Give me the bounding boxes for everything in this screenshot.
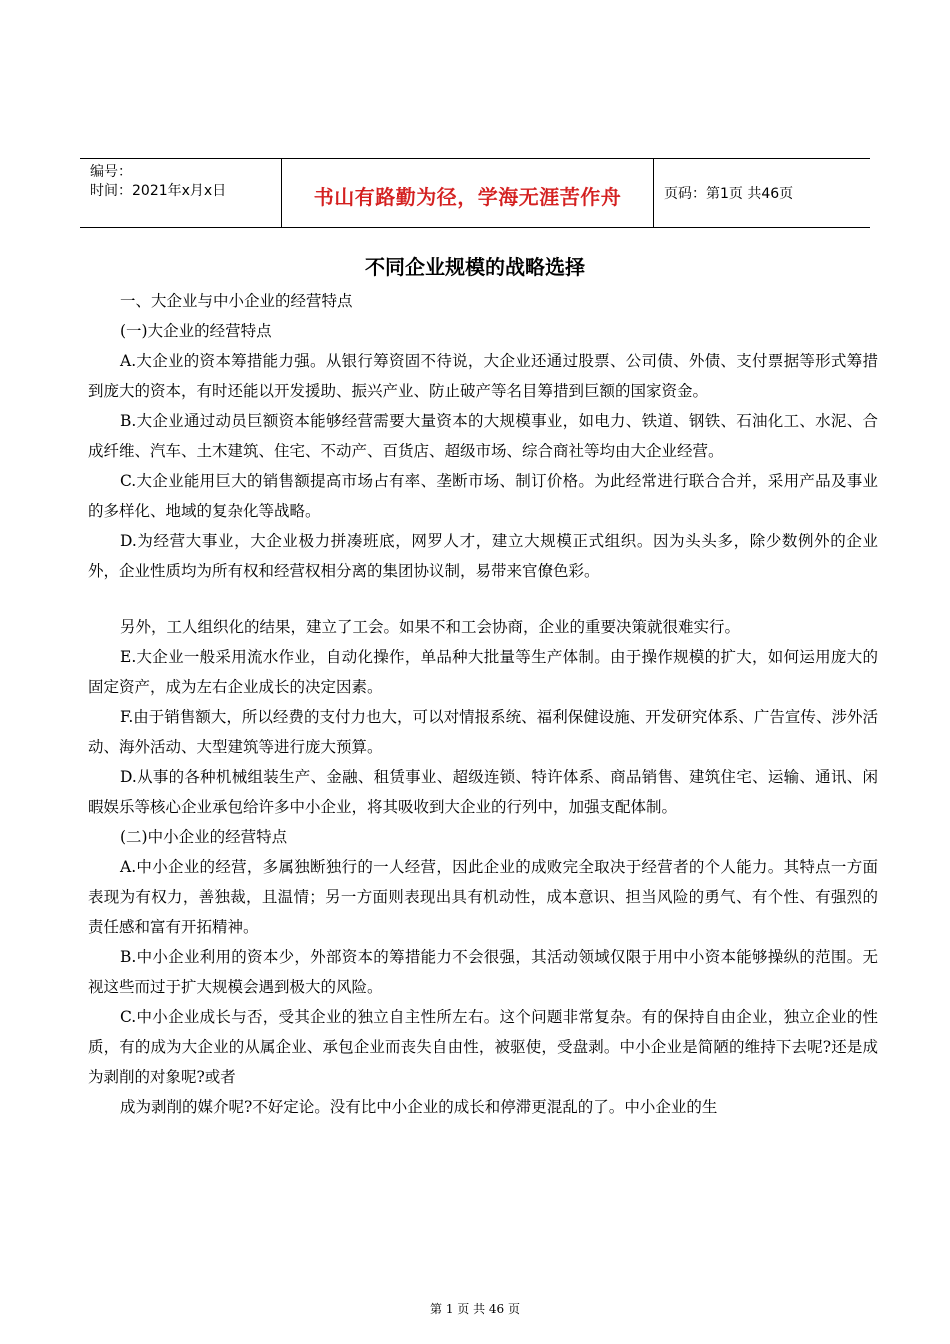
paragraph: A.大企业的资本筹措能力强。从银行筹资固不待说，大企业还通过股票、公司债、外债、支付票据等形式筹措到庞大的资本，有时还能以开发援助、振兴产业、防止破产等名目筹措到巨额的国家资金。 <box>88 352 878 400</box>
subsection-heading: (二)中小企业的经营特点 <box>120 828 288 846</box>
header-motto-cell <box>282 159 654 227</box>
section-heading: 一、大企业与中小企业的经营特点 <box>120 292 353 310</box>
paragraph: C.大企业能用巨大的销售额提高市场占有率、垄断市场、制订价格。为此经常进行联合合并，采用产品及事业的多样化、地域的复杂化等战略。 <box>88 472 878 520</box>
motto-text: 书山有路勤为径，学海无涯苦作舟 <box>313 184 622 209</box>
subsection-heading: (一)大企业的经营特点 <box>120 322 272 340</box>
number-label: 编号： <box>90 164 132 180</box>
paragraph: 另外，工人组织化的结果，建立了工会。如果不和工会协商，企业的重要决策就很难实行。 <box>120 618 741 636</box>
paragraph: C.中小企业成长与否，受其企业的独立自主性所左右。这个问题非常复杂。有的保持自由企业，独立企业的性质，有的成为大企业的从属企业、承包企业而丧失自由性，被驱使，受盘剥。中小企业是简陋的维持下去呢?还是成为剥削的对象呢?或者 <box>88 1008 878 1086</box>
paragraph: E.大企业一般采用流水作业，自动化操作，单品种大批量等生产体制。由于操作规模的扩大，如何运用庞大的固定资产，成为左右企业成长的决定因素。 <box>88 648 878 696</box>
header-page-cell <box>654 159 870 227</box>
document-body <box>88 286 878 1122</box>
page-info: 页码：第1页 共46页 <box>664 186 794 202</box>
paragraph: D.为经营大事业，大企业极力拼凑班底，网罗人才，建立大规模正式组织。因为头头多，除少数例外的企业外，企业性质均为所有权和经营权相分离的集团协议制，易带来官僚色彩。 <box>88 532 878 580</box>
paragraph: 成为剥削的媒介呢?不好定论。没有比中小企业的成长和停滞更混乱的了。中小企业的生 <box>120 1098 718 1116</box>
paragraph: B.中小企业利用的资本少，外部资本的筹措能力不会很强，其活动领域仅限于用中小资本能够操纵的范围。无视这些而过于扩大规模会遇到极大的风险。 <box>88 948 878 996</box>
paragraph: D.从事的各种机械组装生产、金融、租赁事业、超级连锁、特许体系、商品销售、建筑住宅、运输、通讯、闲暇娱乐等核心企业承包给许多中小企业，将其吸收到大企业的行列中，加强支配体制。 <box>88 768 878 816</box>
time-label: 时间：2021年x月x日 <box>90 183 227 199</box>
paragraph: F.由于销售额大，所以经费的支付力也大，可以对情报系统、福利保健设施、开发研究体系、广告宣传、涉外活动、海外活动、大型建筑等进行庞大预算。 <box>88 708 878 756</box>
document-header <box>80 158 870 228</box>
paragraph: B.大企业通过动员巨额资本能够经营需要大量资本的大规模事业，如电力、铁道、钢铁、石油化工、水泥、合成纤维、汽车、土木建筑、住宅、不动产、百货店、超级市场、综合商社等均由大企业经营。 <box>88 412 878 460</box>
paragraph: A.中小企业的经营，多属独断独行的一人经营，因此企业的成败完全取决于经营者的个人能力。其特点一方面表现为有权力，善独裁，且温情；另一方面则表现出具有机动性，成本意识、担当风险的勇气、有个性、有强烈的责任感和富有开拓精神。 <box>88 858 878 936</box>
page-footer: 第 1 页 共 46 页 <box>430 1302 520 1316</box>
header-meta-cell <box>80 159 282 227</box>
document-title: 不同企业规模的战略选择 <box>365 255 585 279</box>
